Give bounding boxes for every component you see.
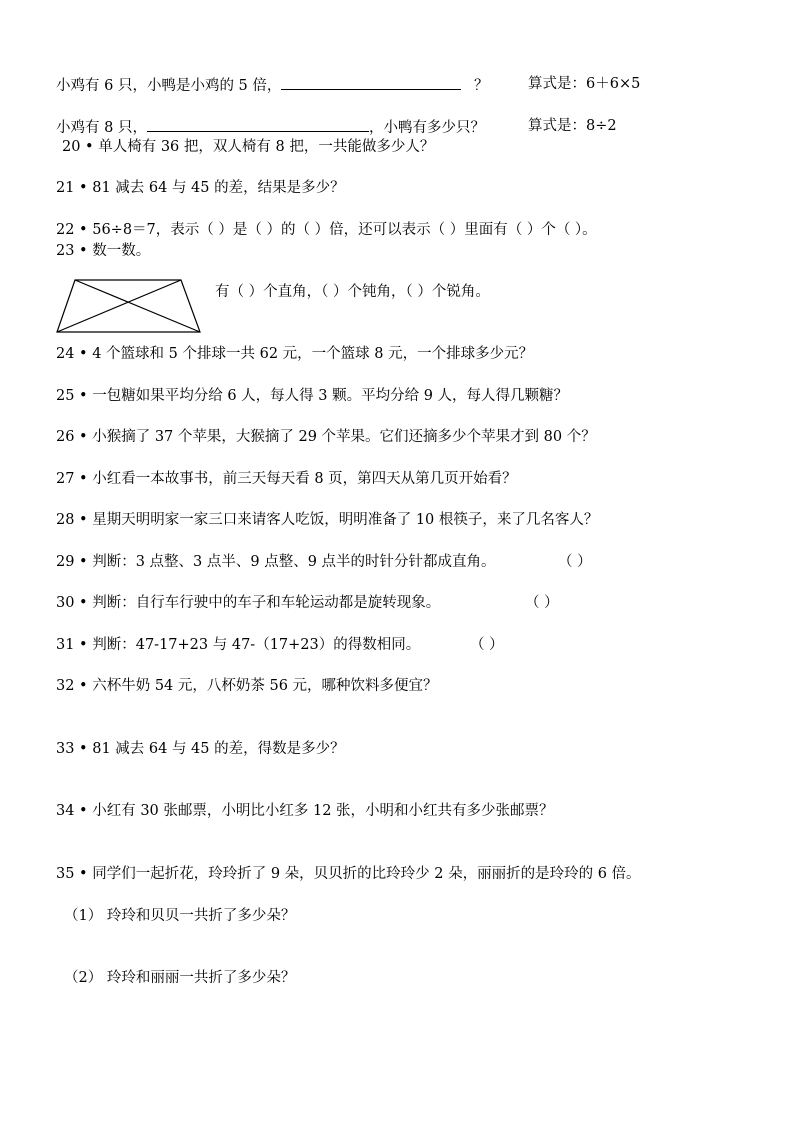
trapezoid-diagonal-1	[75, 280, 200, 332]
formula-2: 算式是：8÷2	[528, 118, 617, 134]
question-35-part-2: （2） 玲玲和丽丽一共折了多少朵？	[64, 970, 296, 986]
question-31-answer-paren[interactable]: （ ）	[470, 637, 504, 653]
question-22: 22 • 56÷8＝7，表示（ ）是（ ）的（ ）倍，还可以表示（ ）里面有（ ）个（ ）。	[56, 222, 597, 238]
question-28: 28 • 星期天明明家一家三口来请客人吃饭，明明准备了 10 根筷子，来了几名客人？	[56, 512, 599, 528]
question-29-answer-paren[interactable]: （ ）	[558, 554, 592, 570]
question-29: 29 • 判断：3 点整、3 点半、9 点整、9 点半的时针分针都成直角。	[56, 554, 496, 570]
question-32: 32 • 六杯牛奶 54 元，八杯奶茶 56 元，哪种饮料多便宜？	[56, 678, 438, 694]
question-33: 33 • 81 减去 64 与 45 的差，得数是多少？	[56, 741, 345, 757]
question-24: 24 • 4 个篮球和 5 个排球一共 62 元，一个篮球 8 元，一个排球多少元？	[56, 346, 534, 362]
answer-blank-1[interactable]	[281, 75, 461, 90]
fill-line-1-question-mark: ？	[474, 78, 489, 94]
formula-1: 算式是：6＋6×5	[528, 76, 641, 92]
trapezoid-figure	[55, 278, 203, 334]
fill-line-2	[56, 117, 485, 137]
question-25: 25 • 一包糖如果平均分给 6 人，每人得 3 颗。平均分给 9 人，每人得几颗糖？	[56, 388, 569, 404]
trapezoid-diagonal-2	[57, 280, 181, 332]
fill-line-1-text: 小鸡有 6 只，小鸭是小鸡的 5 倍，	[56, 78, 282, 94]
question-35: 35 • 同学们一起折花，玲玲折了 9 朵，贝贝折的比玲玲少 2 朵，丽丽折的是玲玲的 6 倍。	[56, 866, 641, 882]
question-30: 30 • 判断：自行车行驶中的车子和车轮运动都是旋转现象。	[56, 595, 441, 611]
question-30-answer-paren[interactable]: （ ）	[525, 595, 559, 611]
answer-blank-2[interactable]	[147, 117, 369, 132]
fill-line-2-text: 小鸡有 8 只，	[56, 120, 147, 136]
question-26: 26 • 小猴摘了 37 个苹果，大猴摘了 29 个苹果。它们还摘多少个苹果才到 80 个？	[56, 429, 596, 445]
trapezoid-outline	[57, 280, 200, 332]
question-31: 31 • 判断：47-17+23 与 47-（17+23）的得数相同。	[56, 637, 421, 653]
question-21: 21 • 81 减去 64 与 45 的差，结果是多少？	[56, 180, 345, 196]
question-23: 23 • 数一数。	[56, 243, 151, 259]
question-34: 34 • 小红有 30 张邮票，小明比小红多 12 张，小明和小红共有多少张邮票？	[56, 803, 554, 819]
fill-line-1	[56, 75, 489, 95]
fill-line-2-question: ，小鸭有多少只？	[368, 120, 485, 136]
question-27: 27 • 小红看一本故事书，前三天每天看 8 页，第四天从第几页开始看？	[56, 471, 517, 487]
question-23-prompt: 有（ ）个直角，（ ）个钝角，（ ）个锐角。	[215, 284, 490, 300]
question-20: 20 • 单人椅有 36 把，双人椅有 8 把，一共能做多少人？	[62, 139, 435, 155]
question-35-part-1: （1） 玲玲和贝贝一共折了多少朵？	[64, 908, 296, 924]
